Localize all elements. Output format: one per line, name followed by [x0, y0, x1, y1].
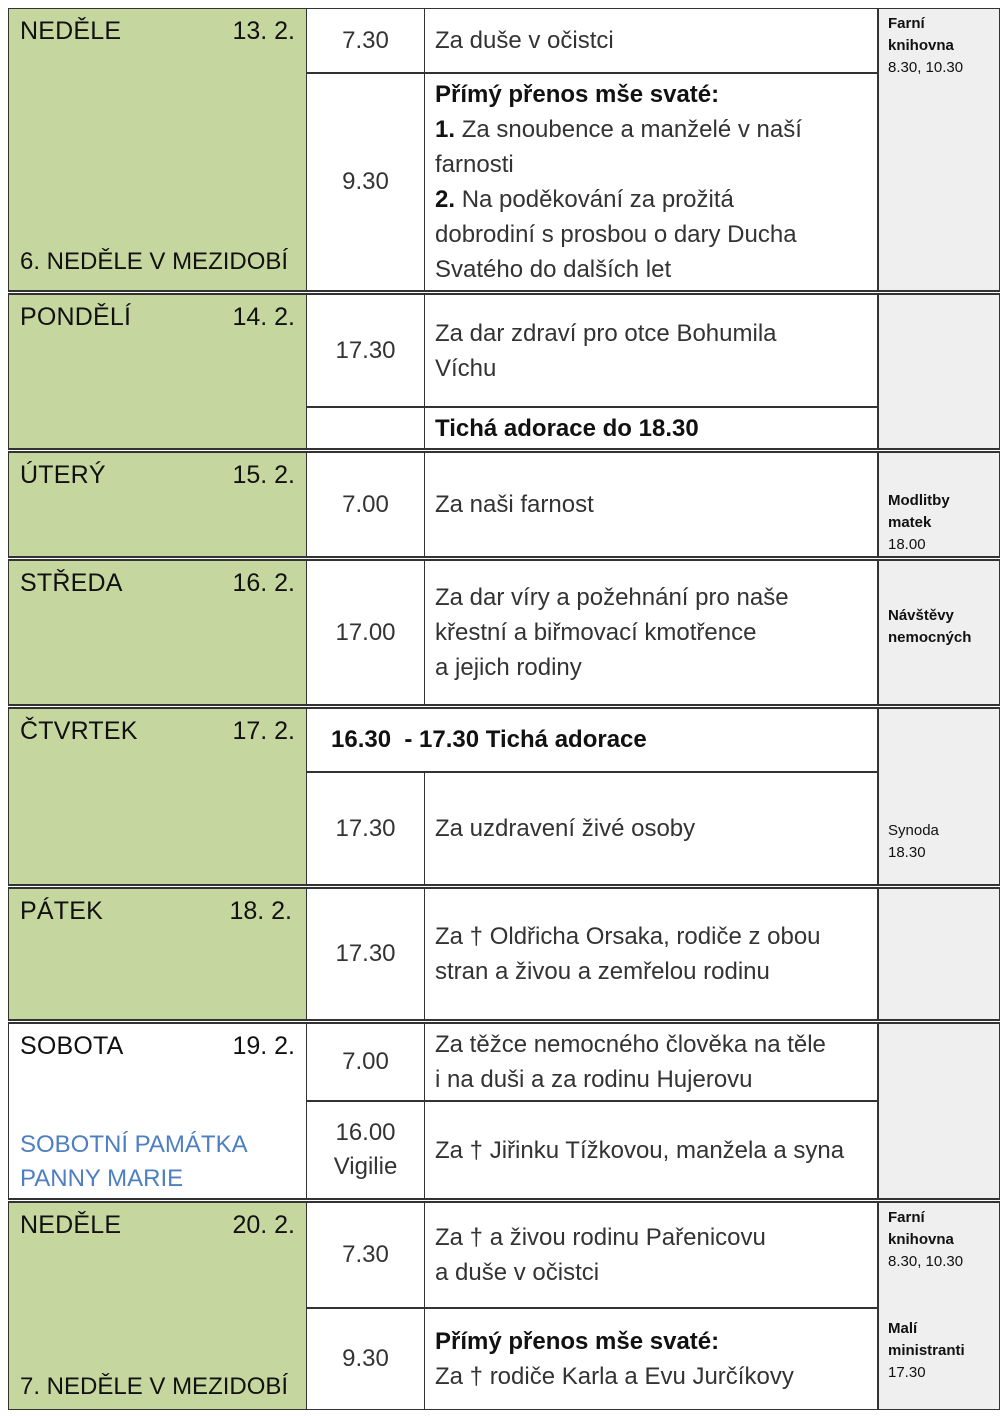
intention-line: i na duši a za rodinu Hujerovu: [435, 1066, 753, 1093]
intention-line: Víchu: [435, 354, 497, 382]
intention-line: Za † Jiřinku Tížkovou, manžela a syna: [435, 1136, 845, 1164]
mass-intention: [425, 1101, 878, 1199]
intention-line: Za † rodiče Karla a Evu Jurčíkovy: [435, 1363, 794, 1390]
item-number: 1.: [435, 116, 456, 143]
day-date: 16. 2.: [232, 569, 295, 597]
note-title: Malí: [888, 1320, 918, 1337]
mass-time: 7.30: [307, 8, 425, 73]
note-value: 18.30: [888, 844, 926, 861]
mass-time: 7.00: [307, 1023, 425, 1101]
day-block-friday: [8, 888, 1000, 1020]
mass-time: 17.00: [307, 560, 425, 705]
note-value: 8.30, 10.30: [888, 1253, 964, 1270]
mass-intention: [425, 888, 878, 1020]
mass-intention: [425, 1023, 878, 1101]
mass-intention: [425, 407, 878, 449]
day-date: 20. 2.: [232, 1211, 295, 1239]
adoration-line: Tichá adorace do 18.30: [435, 414, 699, 442]
notes-cell: [878, 1202, 1000, 1410]
mass-row: [307, 294, 878, 407]
note-title: Farní: [888, 15, 925, 32]
mass-time: 9.30: [307, 73, 425, 291]
intention-line: a jejich rodiny: [435, 654, 582, 681]
mass-row: [307, 1308, 878, 1410]
note-title: Synoda: [888, 822, 939, 839]
day-block-tuesday: [8, 452, 1000, 557]
note-title: ministranti: [888, 1342, 965, 1359]
intention-line: Za snoubence a manželé v naší: [461, 116, 802, 143]
intention-line: Za † Oldřicha Orsaka, rodiče z obou: [435, 923, 821, 950]
intention-line: Za naši farnost: [435, 491, 594, 518]
mass-time: 7.00: [307, 452, 425, 557]
intention-item: [435, 182, 867, 217]
intention-line: Za dar zdraví pro otce Bohumila: [435, 319, 777, 347]
mass-row: [307, 452, 878, 557]
mass-time: [307, 407, 425, 449]
day-name: SOBOTA: [20, 1032, 124, 1060]
intention-line: Za duše v očistci: [435, 27, 614, 54]
day-block-wednesday: [8, 560, 1000, 705]
notes-cell: [878, 1023, 1000, 1199]
broadcast-heading: Přímý přenos mše svaté:: [435, 81, 720, 108]
day-cell: [8, 1202, 307, 1410]
broadcast-heading: Přímý přenos mše svaté:: [435, 1328, 720, 1355]
notes-cell: [878, 452, 1000, 557]
day-cell: [8, 560, 307, 705]
notes-cell: [878, 8, 1000, 291]
mass-intention: [425, 294, 878, 407]
mass-row: [307, 1202, 878, 1308]
intention-line: farnosti: [435, 151, 514, 178]
adoration-line: 16.30 - 17.30 Tichá adorace: [307, 708, 878, 772]
mass-time: 9.30: [307, 1308, 425, 1410]
intention-line: Za těžce nemocného člověka na těle: [435, 1031, 826, 1058]
note: [888, 490, 950, 556]
day-cell: [8, 708, 307, 885]
intention-line: Na poděkování za prožitá: [461, 186, 734, 213]
mass-time-label: Vigilie: [333, 1153, 398, 1180]
note-title: Návštěvy: [888, 607, 954, 624]
note-title: knihovna: [888, 37, 954, 54]
note-value: 18.00: [888, 536, 926, 553]
note-title: Farní: [888, 1209, 925, 1226]
day-date: 19. 2.: [232, 1032, 295, 1060]
adoration-row: [307, 708, 878, 772]
mass-time: 17.30: [307, 888, 425, 1020]
day-name: NEDĚLE: [20, 1211, 122, 1239]
item-number: 2.: [435, 186, 456, 213]
mass-row: [307, 407, 878, 449]
intention-line: Za uzdravení živé osoby: [435, 815, 696, 842]
day-date: 15. 2.: [232, 461, 295, 489]
feast-name: 7. NEDĚLE V MEZIDOBÍ: [20, 1373, 289, 1400]
mass-time: 17.30: [307, 772, 425, 885]
mass-intention: [425, 8, 878, 73]
note: [888, 1207, 963, 1273]
day-cell: [8, 1023, 307, 1199]
mass-row: [307, 772, 878, 885]
note: [888, 13, 963, 79]
day-block-saturday: [8, 1023, 1000, 1199]
intention-line: dobrodiní s prosbou o dary Ducha: [435, 221, 797, 248]
mass-row: [307, 888, 878, 1020]
mass-time: 7.30: [307, 1202, 425, 1308]
day-name: PÁTEK: [20, 897, 103, 925]
intention-item: [435, 112, 867, 147]
day-name: STŘEDA: [20, 569, 123, 597]
note: [888, 820, 939, 864]
notes-cell: [878, 708, 1000, 885]
intention-line: stran a živou a zemřelou rodinu: [435, 958, 770, 985]
mass-time: 17.30: [307, 294, 425, 407]
mass-intention: [425, 560, 878, 705]
day-block-sunday-20: [8, 1202, 1000, 1410]
feast-name-line: PANNY MARIE: [20, 1165, 184, 1192]
note-title: Modlitby: [888, 492, 950, 509]
notes-cell: [878, 294, 1000, 449]
mass-intention: [425, 772, 878, 885]
note-value: 8.30, 10.30: [888, 59, 964, 76]
mass-time: [307, 1101, 425, 1199]
mass-row: [307, 1101, 878, 1199]
day-cell: [8, 8, 307, 291]
notes-cell: [878, 560, 1000, 705]
day-cell: [8, 888, 307, 1020]
day-date: 14. 2.: [232, 303, 295, 331]
mass-time-value: 16.00: [335, 1119, 396, 1146]
day-name: NEDĚLE: [20, 17, 122, 45]
note: [888, 1318, 965, 1384]
note-title: knihovna: [888, 1231, 954, 1248]
feast-name: 6. NEDĚLE V MEZIDOBÍ: [20, 248, 289, 275]
mass-row: [307, 8, 878, 73]
day-block-monday: [8, 294, 1000, 449]
note-value: 17.30: [888, 1364, 926, 1381]
mass-intention: [425, 1202, 878, 1308]
intention-line: Za dar víry a požehnání pro naše: [435, 584, 789, 611]
note-title: matek: [888, 514, 932, 531]
mass-row: [307, 73, 878, 291]
mass-row: [307, 1023, 878, 1101]
intention-line: Svatého do dalších let: [435, 256, 672, 283]
intention-line: a duše v očistci: [435, 1259, 600, 1286]
intention-line: křestní a biřmovací kmotřence: [435, 619, 757, 646]
notes-cell: [878, 888, 1000, 1020]
mass-row: [307, 560, 878, 705]
day-date: 13. 2.: [232, 17, 295, 45]
day-block-thursday: [8, 708, 1000, 885]
note: [888, 605, 971, 649]
day-date: 18. 2.: [229, 897, 292, 925]
mass-intention: [425, 73, 878, 291]
intention-line: Za † a živou rodinu Pařenicovu: [435, 1224, 766, 1251]
mass-intention: [425, 452, 878, 557]
mass-intention: [425, 1308, 878, 1410]
day-block-sunday-13: [8, 8, 1000, 291]
day-name: ÚTERÝ: [20, 461, 106, 489]
day-cell: [8, 294, 307, 449]
day-name: ČTVRTEK: [20, 717, 138, 745]
feast-name-line: SOBOTNÍ PAMÁTKA: [20, 1131, 248, 1158]
day-cell: [8, 452, 307, 557]
note-title: nemocných: [888, 629, 972, 646]
day-name: PONDĚLÍ: [20, 303, 132, 331]
day-date: 17. 2.: [232, 717, 295, 745]
